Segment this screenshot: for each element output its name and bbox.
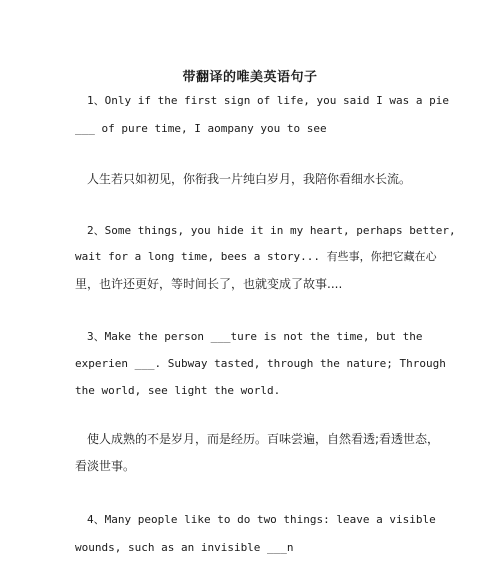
translation-1-line-1: 人生若只如初见，你衔我一片纯白岁月，我陪你看细水长流。 xyxy=(87,172,412,186)
paragraph-1-line-2: ___ of pure time, I aompany you to see xyxy=(75,122,327,135)
paragraph-3-line-3: the world, see light the world. xyxy=(75,384,281,397)
paragraph-1-line-1: 1、Only if the first sign of life, you said I was a pie xyxy=(87,94,449,107)
paragraph-4-line-1: 4、Many people like to do two things: leave a visible xyxy=(87,513,436,526)
document-title: 带翻译的唯美英语句子 xyxy=(182,70,318,85)
paragraph-4-line-2: wounds, such as an invisible ___n xyxy=(75,541,294,554)
paragraph-2-line-2: wait for a long time, bees a story... 有些事，你把它藏在心 xyxy=(75,250,437,263)
paragraph-2-line-1: 2、Some things, you hide it in my heart, perhaps better, xyxy=(87,224,456,237)
paragraph-3-line-1: 3、Make the person ___ture is not the time, but the xyxy=(87,330,423,343)
paragraph-3-line-2: experien ___. Subway tasted, through the nature; Through xyxy=(75,357,446,370)
translation-3-line-1: 使人成熟的不是岁月，而是经历。百味尝遍，自然看透;看透世态， xyxy=(87,432,440,446)
translation-3-line-2: 看淡世事。 xyxy=(75,459,136,473)
paragraph-2-line-3: 里，也许还更好，等时间长了，也就变成了故事.... xyxy=(75,277,343,291)
